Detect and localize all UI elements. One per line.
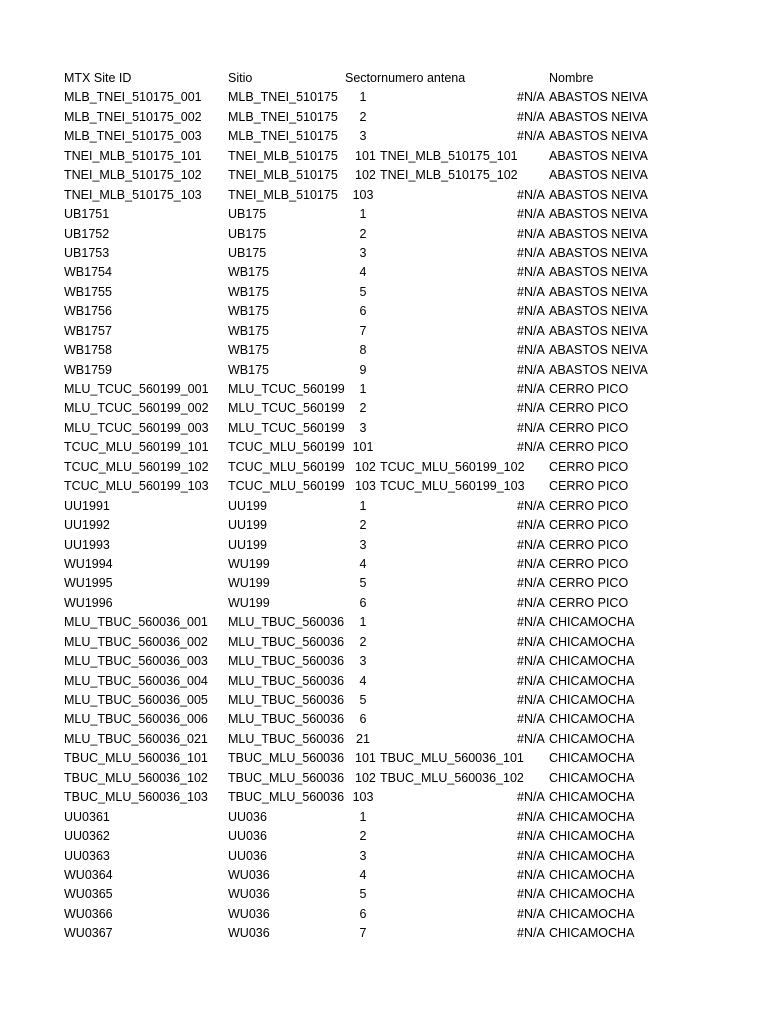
cell-nombre: CHICAMOCHA — [549, 751, 635, 766]
cell-sector: 101 — [355, 751, 376, 766]
cell-sector: 3 — [359, 654, 367, 669]
table-row — [0, 205, 768, 224]
cell-site-id: MLU_TBUC_560036_005 — [64, 693, 208, 707]
cell-sitio: UU036 — [228, 809, 267, 824]
cell-site-id: UU1992 — [64, 518, 110, 533]
cell-site-id: WB1756 — [64, 304, 112, 319]
cell-nombre: CERRO PICO — [549, 440, 629, 455]
cell-sitio: MLU_TCUC_560199 — [228, 382, 345, 396]
cell-sitio: WB175 — [228, 304, 269, 319]
cell-sitio: WB175 — [228, 323, 269, 338]
cell-site-id: TCUC_MLU_560199_102 — [64, 459, 209, 474]
cell-antena: #N/A — [517, 731, 545, 746]
cell-site-id: MLB_TNEI_510175_003 — [64, 129, 202, 144]
cell-antena: #N/A — [517, 809, 545, 824]
cell-antena: #N/A — [517, 887, 545, 902]
cell-nombre: CHICAMOCHA — [549, 809, 635, 824]
cell-sector: 1 — [359, 809, 367, 824]
cell-antena: #N/A — [517, 265, 545, 280]
table-row — [0, 633, 768, 652]
table-row — [0, 186, 768, 205]
cell-sitio: WB175 — [228, 284, 269, 299]
cell-nombre: ABASTOS NEIVA — [549, 284, 648, 299]
cell-antena: #N/A — [517, 343, 545, 358]
cell-site-id: MLU_TCUC_560199_003 — [64, 420, 209, 435]
cell-antena: TBUC_MLU_560036_102 — [380, 770, 524, 785]
cell-site-id: MLU_TCUC_560199_002 — [64, 401, 209, 416]
table-row — [0, 244, 768, 263]
cell-site-id: UB1752 — [64, 226, 110, 241]
cell-sitio: TBUC_MLU_560036 — [228, 790, 345, 805]
cell-sector: 103 — [352, 187, 374, 202]
cell-sector: 101 — [355, 148, 376, 163]
cell-site-id: UU0362 — [64, 829, 110, 844]
cell-sitio: MLU_TCUC_560199 — [228, 420, 345, 435]
cell-nombre: ABASTOS NEIVA — [549, 90, 648, 105]
header-sitio: Sitio — [228, 71, 253, 85]
table-row — [0, 341, 768, 360]
cell-sector: 1 — [359, 382, 367, 396]
table-row — [0, 399, 768, 418]
cell-sector: 3 — [359, 848, 367, 863]
cell-antena: #N/A — [517, 382, 545, 396]
cell-site-id: WU0364 — [64, 867, 113, 882]
cell-nombre: ABASTOS NEIVA — [549, 148, 648, 163]
cell-nombre: CERRO PICO — [549, 556, 629, 571]
cell-antena: #N/A — [517, 537, 545, 552]
cell-sitio: UU036 — [228, 829, 267, 844]
cell-nombre: CERRO PICO — [549, 382, 629, 396]
table-row — [0, 827, 768, 846]
cell-antena: #N/A — [517, 498, 545, 513]
cell-sitio: WU036 — [228, 887, 270, 902]
cell-nombre: CHICAMOCHA — [549, 634, 635, 649]
cell-sector: 2 — [359, 829, 367, 844]
table-row — [0, 88, 768, 107]
cell-antena: #N/A — [517, 284, 545, 299]
cell-sitio: WU036 — [228, 926, 270, 941]
cell-site-id: TCUC_MLU_560199_101 — [64, 440, 209, 455]
cell-site-id: UB1753 — [64, 245, 110, 260]
table-row — [0, 691, 768, 710]
table-row — [0, 225, 768, 244]
cell-sector: 9 — [359, 362, 367, 377]
cell-antena: #N/A — [517, 595, 545, 610]
table-row — [0, 108, 768, 127]
cell-site-id: MLU_TBUC_560036_002 — [64, 634, 208, 649]
table-row — [0, 127, 768, 146]
cell-sitio: MLU_TBUC_560036 — [228, 654, 345, 669]
table-row — [0, 924, 768, 943]
cell-nombre: ABASTOS NEIVA — [549, 245, 648, 260]
cell-sector: 5 — [359, 693, 367, 707]
cell-nombre: CERRO PICO — [549, 401, 629, 416]
table-row — [0, 283, 768, 302]
table-row — [0, 536, 768, 555]
cell-nombre: ABASTOS NEIVA — [549, 304, 648, 319]
cell-site-id: MLU_TBUC_560036_006 — [64, 712, 208, 727]
cell-sector: 102 — [355, 168, 376, 183]
cell-site-id: TBUC_MLU_560036_103 — [64, 790, 208, 805]
cell-sitio: MLU_TBUC_560036 — [228, 673, 345, 688]
cell-antena: #N/A — [517, 576, 545, 591]
cell-nombre: ABASTOS NEIVA — [549, 343, 648, 358]
cell-nombre: ABASTOS NEIVA — [549, 168, 648, 183]
cell-sector: 101 — [352, 440, 374, 455]
cell-sector: 103 — [355, 479, 376, 494]
cell-sector: 4 — [359, 867, 367, 882]
cell-antena: #N/A — [517, 712, 545, 727]
cell-sector: 5 — [359, 284, 367, 299]
table-row — [0, 652, 768, 671]
table-row — [0, 302, 768, 321]
cell-nombre: CERRO PICO — [549, 518, 629, 533]
cell-site-id: TNEI_MLB_510175_102 — [64, 168, 202, 183]
table-row — [0, 594, 768, 613]
table-row — [0, 749, 768, 768]
table-row — [0, 710, 768, 729]
cell-site-id: UU1991 — [64, 498, 110, 513]
cell-antena: #N/A — [517, 615, 545, 630]
cell-antena: #N/A — [517, 867, 545, 882]
cell-nombre: ABASTOS NEIVA — [549, 265, 648, 280]
table-row — [0, 361, 768, 380]
table-row — [0, 885, 768, 904]
cell-nombre: CERRO PICO — [549, 537, 629, 552]
table-row — [0, 672, 768, 691]
cell-sitio: UU036 — [228, 848, 267, 863]
cell-antena: #N/A — [517, 245, 545, 260]
cell-nombre: CHICAMOCHA — [549, 829, 635, 844]
cell-sitio: WB175 — [228, 343, 269, 358]
cell-sitio: MLU_TBUC_560036 — [228, 712, 345, 727]
cell-sector: 6 — [359, 906, 367, 921]
cell-nombre: CHICAMOCHA — [549, 848, 635, 863]
cell-site-id: MLU_TBUC_560036_001 — [64, 615, 208, 630]
cell-nombre: CERRO PICO — [549, 498, 629, 513]
cell-sector: 1 — [359, 615, 367, 630]
cell-sector: 7 — [359, 323, 367, 338]
cell-nombre: CERRO PICO — [549, 459, 629, 474]
table-row — [0, 847, 768, 866]
cell-nombre: CHICAMOCHA — [549, 654, 635, 669]
cell-sector: 1 — [359, 90, 367, 105]
cell-sitio: WU036 — [228, 867, 270, 882]
cell-sitio: TBUC_MLU_560036 — [228, 770, 345, 785]
cell-nombre: CHICAMOCHA — [549, 906, 635, 921]
cell-sector: 5 — [359, 887, 367, 902]
cell-sitio: WU036 — [228, 906, 270, 921]
cell-antena: #N/A — [517, 401, 545, 416]
cell-sitio: UU199 — [228, 518, 267, 533]
cell-nombre: CERRO PICO — [549, 479, 629, 494]
cell-nombre: ABASTOS NEIVA — [549, 323, 648, 338]
cell-site-id: MLU_TBUC_560036_021 — [64, 731, 208, 746]
cell-sitio: WU199 — [228, 556, 270, 571]
cell-antena: #N/A — [517, 420, 545, 435]
table-row — [0, 497, 768, 516]
cell-nombre: ABASTOS NEIVA — [549, 226, 648, 241]
cell-antena: #N/A — [517, 226, 545, 241]
cell-sector: 4 — [359, 556, 367, 571]
cell-nombre: CERRO PICO — [549, 576, 629, 591]
table-row — [0, 769, 768, 788]
cell-antena: #N/A — [517, 90, 545, 105]
cell-sector: 1 — [359, 207, 367, 222]
cell-nombre: CHICAMOCHA — [549, 867, 635, 882]
cell-nombre: ABASTOS NEIVA — [549, 129, 648, 144]
cell-antena: #N/A — [517, 109, 545, 124]
cell-antena: #N/A — [517, 440, 545, 455]
cell-nombre: CERRO PICO — [549, 595, 629, 610]
table-row — [0, 905, 768, 924]
cell-sector: 21 — [356, 731, 370, 746]
cell-site-id: TCUC_MLU_560199_103 — [64, 479, 209, 494]
table-body — [0, 88, 768, 943]
cell-nombre: ABASTOS NEIVA — [549, 207, 648, 222]
cell-sitio: UB175 — [228, 207, 267, 222]
table-row — [0, 730, 768, 749]
table-row — [0, 166, 768, 185]
cell-sector: 6 — [359, 595, 367, 610]
cell-nombre: CHICAMOCHA — [549, 926, 635, 941]
cell-site-id: TBUC_MLU_560036_101 — [64, 751, 208, 766]
header-nombre: Nombre — [549, 71, 594, 85]
cell-sitio: TNEI_MLB_510175 — [228, 148, 338, 163]
cell-antena: TBUC_MLU_560036_101 — [380, 751, 524, 766]
cell-site-id: UU0363 — [64, 848, 110, 863]
table-row — [0, 458, 768, 477]
cell-sitio: MLB_TNEI_510175 — [228, 129, 338, 144]
cell-sector: 1 — [359, 498, 367, 513]
cell-nombre: CHICAMOCHA — [549, 770, 635, 785]
cell-sitio: MLB_TNEI_510175 — [228, 90, 338, 105]
table-row — [0, 613, 768, 632]
table-row — [0, 808, 768, 827]
cell-antena: #N/A — [517, 693, 545, 707]
cell-site-id: MLB_TNEI_510175_002 — [64, 109, 202, 124]
table-row — [0, 147, 768, 166]
cell-antena: #N/A — [517, 518, 545, 533]
cell-sitio: MLB_TNEI_510175 — [228, 109, 338, 124]
cell-site-id: UU0361 — [64, 809, 110, 824]
cell-sitio: TNEI_MLB_510175 — [228, 168, 338, 183]
cell-site-id: UB1751 — [64, 207, 110, 222]
cell-nombre: CHICAMOCHA — [549, 693, 635, 707]
cell-nombre: CHICAMOCHA — [549, 790, 635, 805]
cell-antena: #N/A — [517, 634, 545, 649]
cell-sitio: MLU_TBUC_560036 — [228, 731, 345, 746]
cell-nombre: CHICAMOCHA — [549, 712, 635, 727]
cell-sector: 6 — [359, 304, 367, 319]
table-row — [0, 263, 768, 282]
cell-site-id: WU1996 — [64, 595, 113, 610]
cell-sector: 2 — [359, 109, 367, 124]
table-row — [0, 477, 768, 496]
cell-site-id: MLU_TBUC_560036_003 — [64, 654, 208, 669]
cell-sector: 7 — [359, 926, 367, 941]
cell-antena: #N/A — [517, 187, 545, 202]
table-row — [0, 380, 768, 399]
cell-antena: #N/A — [517, 556, 545, 571]
cell-site-id: WB1754 — [64, 265, 112, 280]
cell-nombre: CHICAMOCHA — [549, 673, 635, 688]
cell-sector: 8 — [359, 343, 367, 358]
table-row — [0, 516, 768, 535]
cell-site-id: MLU_TBUC_560036_004 — [64, 673, 208, 688]
cell-site-id: WU0367 — [64, 926, 113, 941]
cell-sector: 103 — [352, 790, 374, 805]
cell-nombre: CHICAMOCHA — [549, 887, 635, 902]
cell-nombre: ABASTOS NEIVA — [549, 362, 648, 377]
cell-sector: 102 — [355, 459, 376, 474]
table-row — [0, 438, 768, 457]
cell-sitio: WB175 — [228, 265, 269, 280]
table-row — [0, 322, 768, 341]
cell-nombre: CHICAMOCHA — [549, 615, 635, 630]
cell-sitio: TNEI_MLB_510175 — [228, 187, 338, 202]
header-row — [0, 69, 768, 88]
cell-site-id: WU0366 — [64, 906, 113, 921]
cell-site-id: UU1993 — [64, 537, 110, 552]
cell-sector: 3 — [359, 245, 367, 260]
cell-sitio: WU199 — [228, 595, 270, 610]
cell-antena: #N/A — [517, 323, 545, 338]
cell-sitio: UB175 — [228, 226, 267, 241]
cell-site-id: WB1758 — [64, 343, 112, 358]
cell-antena: #N/A — [517, 790, 545, 805]
cell-site-id: TNEI_MLB_510175_101 — [64, 148, 202, 163]
cell-sector: 2 — [359, 518, 367, 533]
cell-sector: 6 — [359, 712, 367, 727]
cell-antena: #N/A — [517, 673, 545, 688]
cell-site-id: WB1755 — [64, 284, 112, 299]
cell-site-id: MLU_TCUC_560199_001 — [64, 382, 209, 396]
cell-site-id: WU0365 — [64, 887, 113, 902]
cell-antena: TNEI_MLB_510175_101 — [380, 148, 518, 163]
cell-site-id: WB1759 — [64, 362, 112, 377]
cell-site-id: TNEI_MLB_510175_103 — [64, 187, 202, 202]
table-row — [0, 866, 768, 885]
cell-antena: TCUC_MLU_560199_102 — [380, 459, 525, 474]
cell-sector: 4 — [359, 265, 367, 280]
cell-sector: 4 — [359, 673, 367, 688]
cell-antena: #N/A — [517, 829, 545, 844]
cell-antena: #N/A — [517, 654, 545, 669]
cell-antena: #N/A — [517, 906, 545, 921]
table-row — [0, 419, 768, 438]
table-row — [0, 788, 768, 807]
cell-sitio: UB175 — [228, 245, 267, 260]
cell-antena: TNEI_MLB_510175_102 — [380, 168, 518, 183]
cell-sitio: MLU_TBUC_560036 — [228, 615, 345, 630]
cell-antena: #N/A — [517, 304, 545, 319]
cell-sitio: MLU_TBUC_560036 — [228, 634, 345, 649]
cell-sitio: TCUC_MLU_560199 — [228, 440, 345, 455]
cell-sector: 2 — [359, 634, 367, 649]
header-site-id: MTX Site ID — [64, 71, 132, 85]
cell-sitio: TCUC_MLU_560199 — [228, 479, 345, 494]
cell-antena: #N/A — [517, 848, 545, 863]
cell-sector: 102 — [355, 770, 376, 785]
cell-antena: #N/A — [517, 926, 545, 941]
cell-sitio: MLU_TCUC_560199 — [228, 401, 345, 416]
table-row — [0, 574, 768, 593]
cell-sitio: WB175 — [228, 362, 269, 377]
cell-sitio: UU199 — [228, 537, 267, 552]
cell-antena: #N/A — [517, 129, 545, 144]
cell-site-id: WU1994 — [64, 556, 113, 571]
cell-site-id: TBUC_MLU_560036_102 — [64, 770, 208, 785]
cell-sector: 2 — [359, 401, 367, 416]
cell-site-id: WB1757 — [64, 323, 112, 338]
cell-antena: #N/A — [517, 207, 545, 222]
cell-nombre: CERRO PICO — [549, 420, 629, 435]
cell-sitio: MLU_TBUC_560036 — [228, 693, 345, 707]
cell-sector: 3 — [359, 129, 367, 144]
cell-sector: 5 — [359, 576, 367, 591]
cell-sitio: TCUC_MLU_560199 — [228, 459, 345, 474]
spreadsheet-table — [0, 69, 768, 944]
cell-nombre: ABASTOS NEIVA — [549, 109, 648, 124]
cell-nombre: ABASTOS NEIVA — [549, 187, 648, 202]
header-sector-antena: Sectornumero antena — [345, 71, 466, 85]
cell-antena: #N/A — [517, 362, 545, 377]
cell-sector: 3 — [359, 537, 367, 552]
cell-sitio: UU199 — [228, 498, 267, 513]
cell-sitio: WU199 — [228, 576, 270, 591]
cell-sector: 3 — [359, 420, 367, 435]
cell-site-id: WU1995 — [64, 576, 113, 591]
cell-nombre: CHICAMOCHA — [549, 731, 635, 746]
cell-sitio: TBUC_MLU_560036 — [228, 751, 345, 766]
cell-sector: 2 — [359, 226, 367, 241]
cell-antena: TCUC_MLU_560199_103 — [380, 479, 525, 494]
cell-site-id: MLB_TNEI_510175_001 — [64, 90, 202, 105]
table-row — [0, 555, 768, 574]
